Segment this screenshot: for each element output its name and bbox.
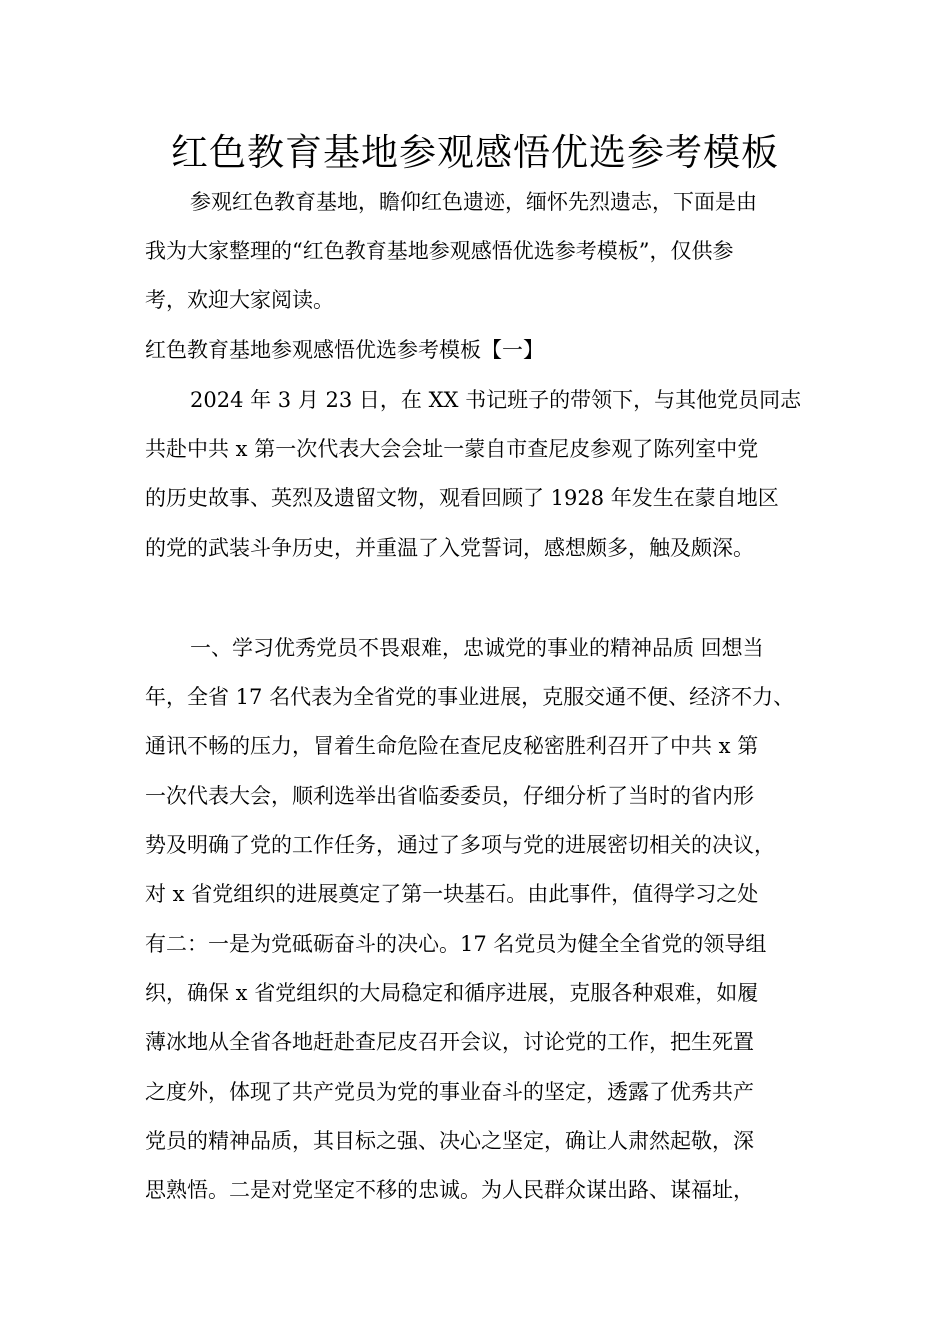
section-heading: 红色教育基地参观感悟优选参考模板【一】 <box>145 338 544 362</box>
paragraph-line: 势及明确了党的工作任务，通过了多项与党的进展密切相关的决议， <box>145 833 775 857</box>
paragraph-line: 共赴中共 x 第一次代表大会会址一蒙自市查尼皮参观了陈列室中党 <box>145 437 759 461</box>
paragraph-line: 有二：一是为党砥砺奋斗的决心。17 名党员为健全全省党的领导组 <box>145 932 767 956</box>
paragraph-line: 对 x 省党组织的进展奠定了第一块基石。由此事件，值得学习之处 <box>145 882 759 906</box>
document-title: 红色教育基地参观感悟优选参考模板 <box>171 131 779 174</box>
paragraph-line: 通讯不畅的压力，冒着生命危险在查尼皮秘密胜利召开了中共 x 第 <box>145 734 759 758</box>
intro-line: 考，欢迎大家阅读。 <box>145 288 334 312</box>
paragraph-line: 的党的武装斗争历史，并重温了入党誓词，感想颇多，触及颇深。 <box>145 536 754 560</box>
paragraph-line: 党员的精神品质，其目标之强、决心之坚定，确让人肃然起敬，深 <box>145 1129 754 1153</box>
intro-line: 参观红色教育基地，瞻仰红色遗迹，缅怀先烈遗志，下面是由 <box>190 190 757 214</box>
paragraph-line: 一、学习优秀党员不畏艰难，忠诚党的事业的精神品质 回想当 <box>190 636 764 660</box>
paragraph-line: 之度外，体现了共产党员为党的事业奋斗的坚定，透露了优秀共产 <box>145 1080 754 1104</box>
paragraph-line: 一次代表大会，顺利选举出省临委委员，仔细分析了当时的省内形 <box>145 784 754 808</box>
paragraph-line: 织，确保 x 省党组织的大局稳定和循序进展，克服各种艰难，如履 <box>145 981 759 1005</box>
paragraph-line: 思熟悟。二是对党坚定不移的忠诚。为人民群众谋出路、谋福址， <box>145 1178 754 1202</box>
intro-line: 我为大家整理的“红色教育基地参观感悟优选参考模板”，仅供参 <box>145 239 734 263</box>
paragraph-line: 年，全省 17 名代表为全省党的事业进展，克服交通不便、经济不力、 <box>145 685 795 709</box>
paragraph-line: 2024 年 3 月 23 日，在 XX 书记班子的带领下，与其他党员同志 <box>190 388 802 412</box>
paragraph-line: 薄冰地从全省各地赶赴查尼皮召开会议，讨论党的工作，把生死置 <box>145 1030 754 1054</box>
paragraph-line: 的历史故事、英烈及遗留文物，观看回顾了 1928 年发生在蒙自地区 <box>145 486 779 510</box>
